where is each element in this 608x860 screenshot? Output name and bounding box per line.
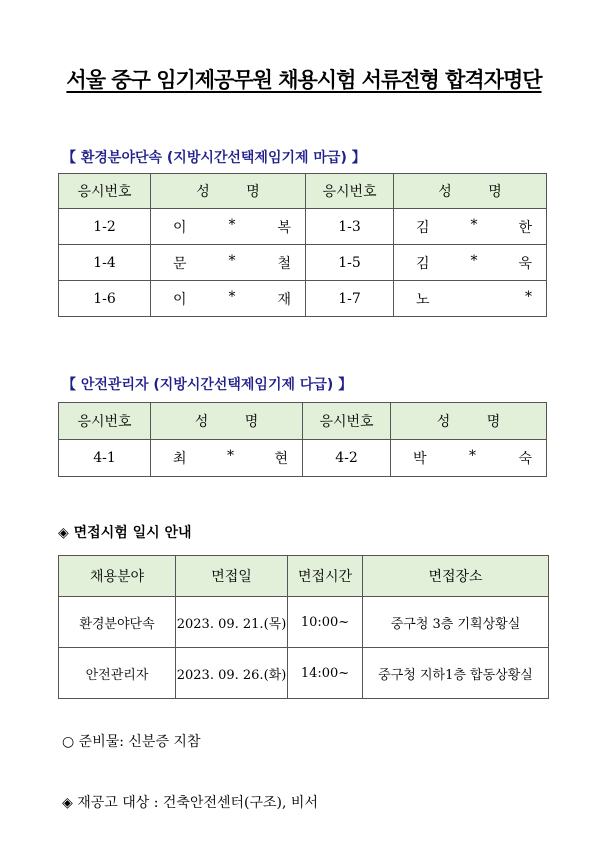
location-cell: 중구청 3층 기획상황실 [363, 597, 549, 648]
time-cell: 14:00~ [288, 648, 363, 699]
field-cell: 안전관리자 [59, 648, 176, 699]
date-cell: 2023. 09. 26.(화) [176, 648, 288, 699]
header-name: 성 명 [151, 403, 303, 440]
header-name: 성 명 [151, 174, 306, 209]
applicant-name: 김 * 한 [394, 209, 547, 245]
applicant-name: 박 * 숙 [391, 440, 547, 477]
preparation-note: ○ 준비물: 신분증 지참 [62, 734, 201, 750]
header-name: 성 명 [391, 403, 547, 440]
table-header-row [59, 403, 547, 440]
header-exam-number: 응시번호 [59, 403, 151, 440]
applicant-name: 노 * [394, 281, 547, 317]
applicant-name: 이 * 복 [151, 209, 306, 245]
applicant-name: 이 * 재 [151, 281, 306, 317]
section-heading-environment: 【 환경분야단속 (지방시간선택제임기제 마급) 】 [62, 150, 366, 166]
table-header-row [59, 174, 547, 209]
exam-number: 1-7 [306, 281, 394, 317]
interview-schedule-table [58, 555, 549, 699]
exam-number: 1-2 [59, 209, 151, 245]
header-exam-number: 응시번호 [59, 174, 151, 209]
header-location: 면접장소 [363, 556, 549, 597]
exam-number: 1-4 [59, 245, 151, 281]
section-heading-safety: 【 안전관리자 (지방시간선택제임기제 다급) 】 [62, 377, 353, 393]
date-cell: 2023. 09. 21.(목) [176, 597, 288, 648]
header-exam-number: 응시번호 [306, 174, 394, 209]
exam-number: 4-1 [59, 440, 151, 477]
table-row [59, 281, 547, 317]
safety-results-table [58, 402, 547, 477]
header-time: 면접시간 [288, 556, 363, 597]
exam-number: 1-6 [59, 281, 151, 317]
field-cell: 환경분야단속 [59, 597, 176, 648]
table-header-row [59, 556, 549, 597]
table-row [59, 245, 547, 281]
applicant-name: 최 * 현 [151, 440, 303, 477]
header-name: 성 명 [394, 174, 547, 209]
interview-schedule-heading: ◈ 면접시험 일시 안내 [58, 525, 192, 541]
table-row [59, 209, 547, 245]
header-exam-number: 응시번호 [303, 403, 391, 440]
exam-number: 1-5 [306, 245, 394, 281]
table-row [59, 440, 547, 477]
table-row [59, 648, 549, 699]
time-cell: 10:00~ [288, 597, 363, 648]
applicant-name: 김 * 욱 [394, 245, 547, 281]
environment-results-table [58, 173, 547, 317]
repost-note: ◈ 재공고 대상 : 건축안전센터(구조), 비서 [62, 795, 318, 811]
header-field: 채용분야 [59, 556, 176, 597]
header-date: 면접일 [176, 556, 288, 597]
exam-number: 4-2 [303, 440, 391, 477]
location-cell: 중구청 지하1층 합동상황실 [363, 648, 549, 699]
table-row [59, 597, 549, 648]
page-title: 서울 중구 임기제공무원 채용시험 서류전형 합격자명단 [66, 68, 542, 92]
applicant-name: 문 * 철 [151, 245, 306, 281]
exam-number: 1-3 [306, 209, 394, 245]
